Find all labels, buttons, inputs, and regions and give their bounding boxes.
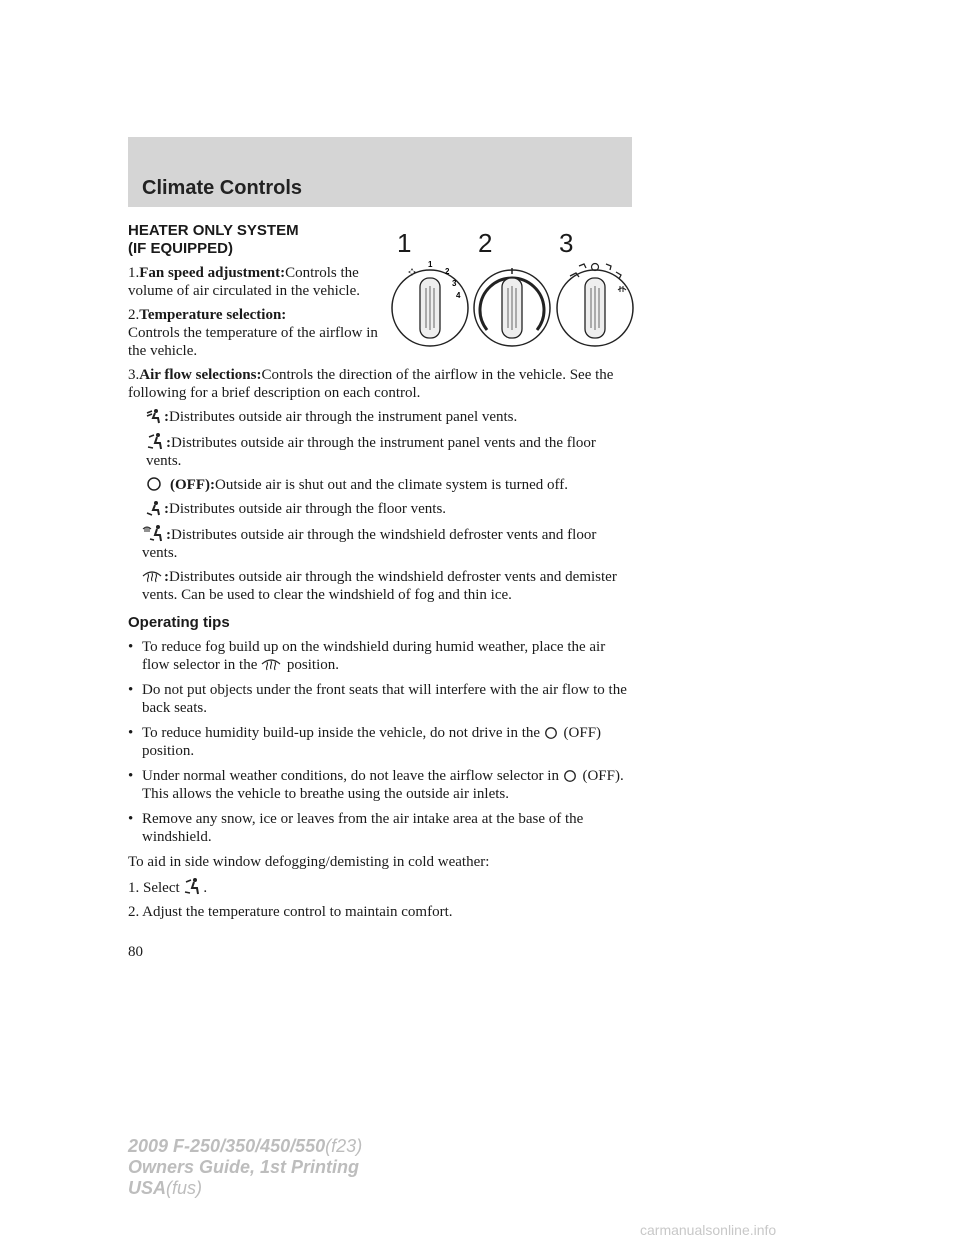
off-circle-icon (544, 726, 558, 740)
fan-tick-3: 3 (452, 279, 457, 288)
defrost-floor-icon (142, 524, 164, 542)
side-window-intro: To aid in side window defogging/demisting in cold weather: (128, 854, 490, 870)
section-heading: HEATER ONLY SYSTEM (IF EQUIPPED) (128, 222, 299, 257)
mode-defrost: :Distributes outside air through the windshield defroster vents and demister vents. Can be used to clear the windshield of fog and thin ice. (142, 569, 617, 603)
callout-3: 3 (559, 228, 574, 258)
page-content (128, 222, 634, 927)
mode-panel: :Distributes outside air through the instrument panel vents. (128, 408, 634, 426)
mode-panel-floor: :Distributes outside air through the instrument panel vents and the floor vents. (128, 432, 634, 470)
item-fan-speed: 1.Fan speed adjustment:Controls the volume of air circulated in the vehicle. (128, 265, 360, 299)
list-item: • Do not put objects under the front seats that will interfere with the air flow to the back seats. (128, 681, 634, 717)
callout-1: 1 (397, 228, 412, 258)
item-temperature: 2.Temperature selection: Controls the temperature of the airflow in the vehicle. (128, 307, 378, 359)
operating-tips-heading: Operating tips (128, 614, 230, 631)
footer-print-info: 2009 F-250/350/450/550(f23) Owners Guide, 1st Printing USA(fus) (128, 1136, 363, 1198)
callout-2: 2 (478, 228, 493, 258)
panel-vent-icon (146, 408, 162, 424)
fan-tick-1: 1 (428, 260, 433, 269)
list-item: • Remove any snow, ice or leaves from the air intake area at the base of the windshield. (128, 810, 634, 846)
side-window-step-2: 2. Adjust the temperature control to maintain comfort. (128, 904, 453, 920)
mode-off: (OFF):Outside air is shut out and the climate system is turned off. (128, 476, 634, 494)
mode-defrost-floor: :Distributes outside air through the windshield defroster vents and floor vents. (128, 524, 634, 562)
watermark: carmanualsonline.info (640, 1222, 777, 1238)
operating-tips-list (128, 638, 634, 846)
list-item: • To reduce fog build up on the windshield during humid weather, place the air flow selector in the position. (128, 638, 634, 674)
defrost-icon (261, 658, 281, 672)
fan-tick-2: 2 (445, 267, 450, 276)
chapter-title: Climate Controls (142, 177, 303, 199)
fan-tick-4: 4 (456, 291, 461, 300)
off-circle-icon (563, 769, 577, 783)
off-circle-icon (146, 476, 162, 492)
mode-floor: :Distributes outside air through the floor vents. (128, 500, 634, 518)
side-window-step-1: 1. Select . (128, 877, 634, 897)
page-number: 80 (128, 944, 143, 960)
item-air-flow: 3.Air flow selections:Controls the direction of the airflow in the vehicle. See the following for a brief description on each control. (128, 367, 614, 401)
panel-floor-vent-icon (183, 877, 201, 895)
defrost-icon (142, 570, 162, 584)
panel-floor-vent-icon (146, 432, 164, 450)
chapter-header (128, 137, 632, 207)
floor-vent-icon (146, 500, 162, 516)
list-item: • Under normal weather conditions, do not leave the airflow selector in (OFF). This allows the vehicle to breathe using the outside air inlets. (128, 767, 634, 803)
list-item: • To reduce humidity build-up inside the vehicle, do not drive in the (OFF) position. (128, 724, 634, 760)
